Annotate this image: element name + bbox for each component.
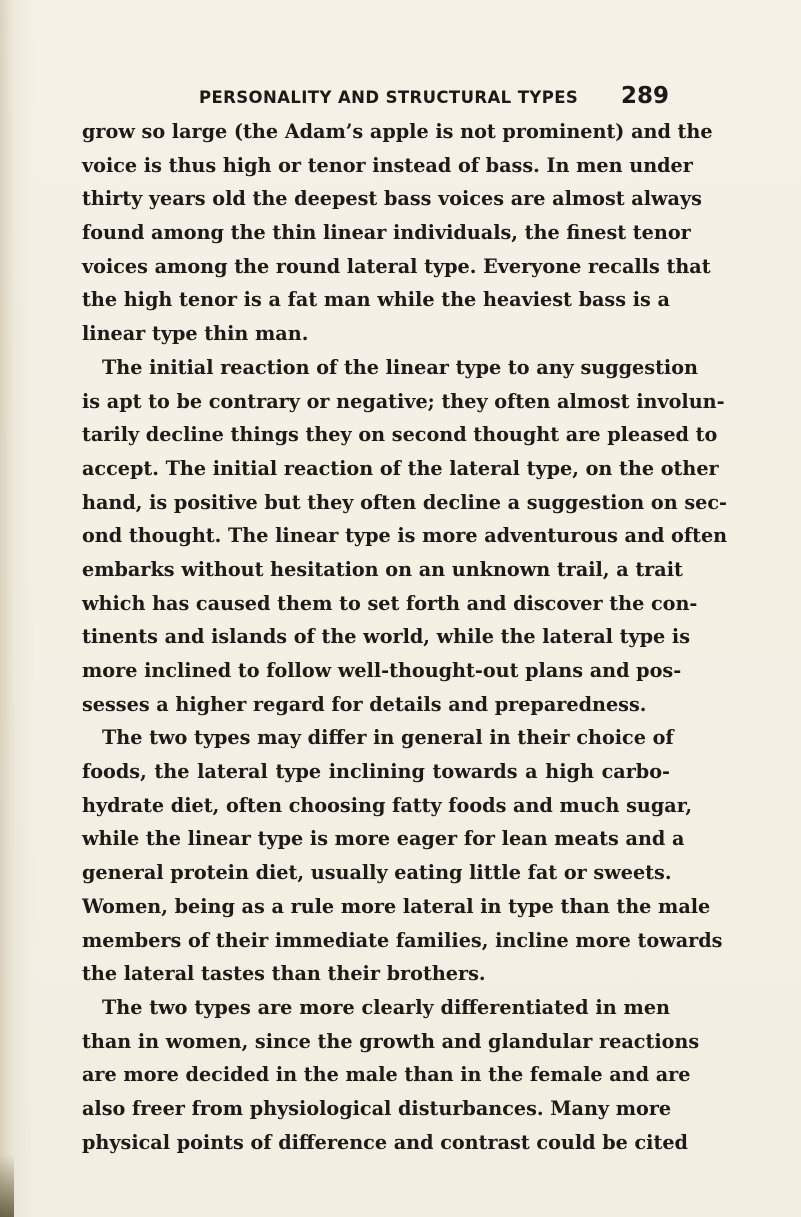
text-line: embarks without hesitation on an unknown trail, a trait	[82, 557, 683, 581]
running-head	[199, 80, 669, 112]
text-line: sesses a higher regard for details and preparedness.	[82, 692, 647, 716]
running-title: PERSONALITY AND STRUCTURAL TYPES	[199, 88, 579, 107]
text-line: voice is thus high or tenor instead of bass. In men under	[82, 153, 693, 177]
text-line: also freer from physiological disturbances. Many more	[82, 1096, 672, 1120]
text-line: The two types may differ in general in their choice of	[102, 726, 674, 750]
text-line: linear type thin man.	[82, 322, 309, 346]
page-edge-shadow	[0, 1155, 14, 1217]
text-line: Women, being as a rule more lateral in type than the male	[82, 894, 711, 918]
text-line: the lateral tastes than their brothers.	[82, 962, 486, 986]
text-line: The two types are more clearly differentiated in men	[102, 995, 670, 1019]
text-line: more inclined to follow well-thought-out plans and pos-	[82, 659, 682, 682]
text-line: ond thought. The linear type is more adventurous and often	[82, 524, 728, 548]
text-line: The initial reaction of the linear type to any suggestion	[102, 355, 698, 379]
text-line: is apt to be contrary or negative; they often almost involun-	[82, 389, 725, 413]
text-line: foods, the lateral type inclining towards a high carbo-	[82, 760, 670, 784]
text-line: which has caused them to set forth and discover the con-	[82, 591, 698, 615]
text-line: voices among the round lateral type. Everyone recalls that	[82, 254, 711, 278]
page-number: 289	[620, 83, 669, 109]
body-text	[82, 115, 728, 1159]
text-line: the high tenor is a fat man while the heaviest bass is a	[82, 288, 670, 312]
text-line: accept. The initial reaction of the lateral type, on the other	[82, 456, 719, 480]
text-line: found among the thin linear individuals, the finest tenor	[82, 221, 691, 245]
text-line: are more decided in the male than in the female and are	[82, 1063, 691, 1087]
text-line: tinents and islands of the world, while the lateral type is	[82, 625, 691, 649]
text-line: general protein diet, usually eating little fat or sweets.	[82, 861, 672, 885]
text-line: physical points of difference and contrast could be cited	[82, 1130, 688, 1154]
text-line: tarily decline things they on second thought are pleased to	[82, 423, 718, 447]
text-line: members of their immediate families, incline more towards	[82, 928, 723, 952]
text-line: hand, is positive but they often decline a suggestion on sec-	[82, 490, 727, 514]
text-line: while the linear type is more eager for lean meats and a	[82, 827, 685, 851]
text-line: hydrate diet, often choosing fatty foods and much sugar,	[82, 793, 693, 817]
text-line: grow so large (the Adam’s apple is not prominent) and the	[82, 120, 713, 143]
text-line: thirty years old the deepest bass voices are almost always	[82, 187, 702, 211]
text-line: than in women, since the growth and glandular reactions	[82, 1029, 700, 1053]
